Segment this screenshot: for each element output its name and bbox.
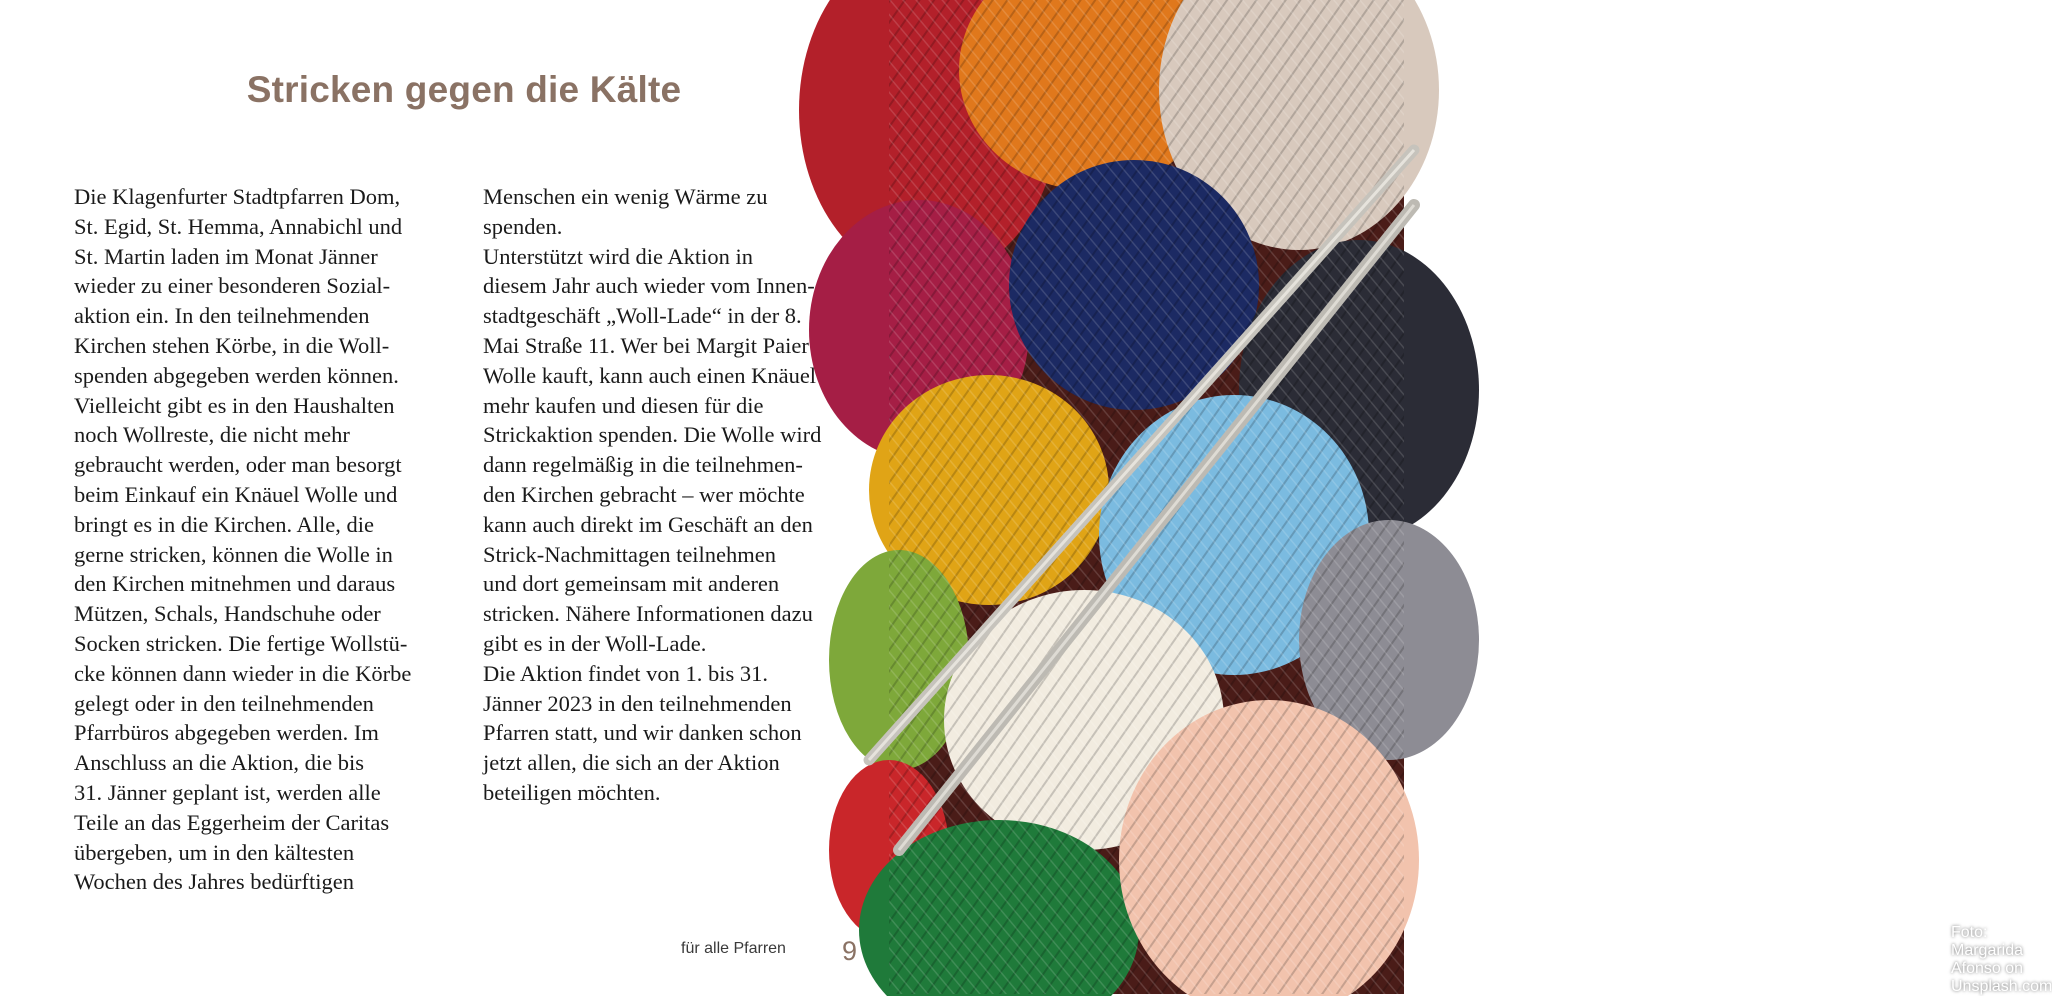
article-text-line: Mützen, Schals, Handschuhe oder <box>74 601 381 627</box>
article-text-line: gibt es in der Woll-Lade. <box>483 630 707 656</box>
article-text-line: Kirchen stehen Körbe, in die Woll- <box>74 332 390 358</box>
article-text-line: den Kirchen gebracht – wer möchte <box>483 481 805 507</box>
page-number: 9 <box>842 936 858 966</box>
article-text-line: St. Martin laden im Monat Jänner <box>74 243 378 269</box>
article-text-line: mehr kaufen und diesen für die <box>483 392 764 418</box>
article-text-line: den Kirchen mitnehmen und daraus <box>74 571 396 597</box>
article-text-line: aktion ein. In den teilnehmenden <box>74 303 370 329</box>
article-title: Stricken gegen die Kälte <box>246 68 682 110</box>
article-column-2 <box>483 182 861 808</box>
article-text-line: Strick-Nachmittagen teilnehmen <box>483 541 777 567</box>
article-text-line: 31. Jänner geplant ist, werden alle <box>74 779 381 805</box>
article-text-line: Teile an das Eggerheim der Caritas <box>74 809 390 835</box>
article-text-line: Wolle kauft, kann auch einen Knäuel <box>483 362 817 388</box>
article-text-line: Die Aktion findet von 1. bis 31. <box>483 660 768 686</box>
article-text-line: Pfarren statt, und wir danken schon <box>483 720 802 746</box>
article-text-line: beteiligen möchten. <box>483 779 661 805</box>
footer-label: für alle Pfarren <box>681 940 786 957</box>
article-text-line: Unterstützt wird die Aktion in <box>483 243 753 269</box>
article-text-line: Pfarrbüros abgegeben werden. Im <box>74 720 379 746</box>
article-text-line: gerne stricken, können die Wolle in <box>74 541 393 567</box>
article-text-line: Socken stricken. Die fertige Wollstü- <box>74 630 408 656</box>
yarn-photo <box>889 0 2052 995</box>
article-text-line: beim Einkauf ein Knäuel Wolle und <box>74 481 398 507</box>
article-text-line: gelegt oder in den teilnehmenden <box>74 690 374 716</box>
article-text-line: Menschen ein wenig Wärme zu <box>483 184 768 209</box>
article-text-line: cke können dann wieder in die Körbe <box>74 660 412 686</box>
article-text-line: Vielleicht gibt es in den Haushalten <box>74 392 395 418</box>
article-text-line: bringt es in die Kirchen. Alle, die <box>74 511 374 537</box>
article-text-line: stadtgeschäft „Woll-Lade“ in der 8. <box>483 303 802 329</box>
article-text-line: noch Wollreste, die nicht mehr <box>74 422 350 448</box>
article-text-line: dann regelmäßig in die teilnehmen- <box>483 452 803 478</box>
article-text-line: Strickaktion spenden. Die Wolle wird <box>483 422 822 448</box>
article-text-line: spenden abgegeben werden können. <box>74 362 399 388</box>
article-text-line: St. Egid, St. Hemma, Annabichl und <box>74 213 403 239</box>
article-text-line: Jänner 2023 in den teilnehmenden <box>483 690 792 716</box>
article-text-line: übergeben, um in den kältesten <box>74 839 355 865</box>
article-text-line: spenden. <box>483 213 563 239</box>
article-text-line: diesem Jahr auch wieder vom Innen- <box>483 273 815 299</box>
article-text-line: gebraucht werden, oder man besorgt <box>74 452 402 478</box>
article-text-line: Anschluss an die Aktion, die bis <box>74 750 364 776</box>
article-column-1 <box>74 182 452 897</box>
article-text-line: stricken. Nähere Informationen dazu <box>483 601 813 627</box>
article-text-line: jetzt allen, die sich an der Aktion <box>483 750 780 776</box>
article-text-line: Wochen des Jahres bedürftigen <box>74 869 354 895</box>
photo-credit: Foto: Margarida Afonso on Unsplash.com <box>1951 924 2052 995</box>
article-text-line: Mai Straße 11. Wer bei Margit Paier <box>483 332 809 358</box>
article-text-line: kann auch direkt im Geschäft an den <box>483 511 813 537</box>
article-page <box>0 0 889 994</box>
article-text-line: und dort gemeinsam mit anderen <box>483 571 780 597</box>
yarn-balls-image <box>889 0 1404 994</box>
article-text-line: Die Klagenfurter Stadtpfarren Dom, <box>74 184 401 209</box>
article-text-line: wieder zu einer besonderen Sozial- <box>74 273 391 299</box>
